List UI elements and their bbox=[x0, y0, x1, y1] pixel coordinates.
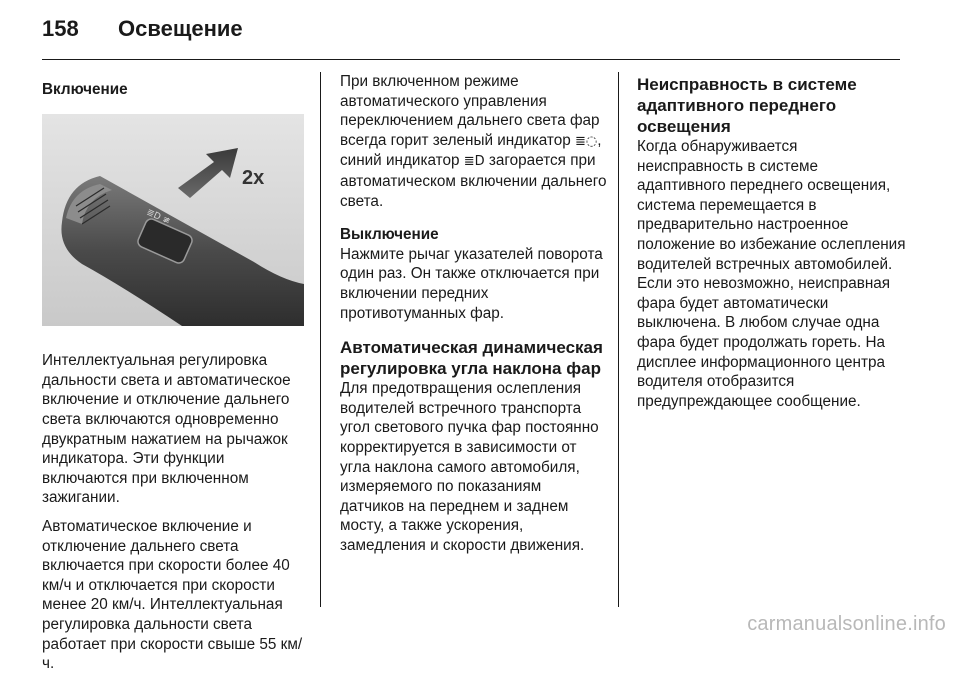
column-1 bbox=[42, 72, 308, 683]
column-divider bbox=[320, 72, 321, 607]
column-2 bbox=[340, 72, 608, 564]
page-number: 158 bbox=[42, 16, 79, 41]
text-run: , синий индикатор bbox=[340, 131, 602, 170]
paragraph bbox=[340, 72, 608, 211]
paragraph: Для предотвращения ослепления водителей встречного транспорта угол светового пучка фар постоянно корректируется в зависимости от угла наклона самого автомобиля, измеряемого по показаниям датчиков на переднем и заднем мосту, а также ускорения, замедления и скорости движения. bbox=[340, 380, 599, 554]
high-beam-auto-icon: ≣◌ bbox=[575, 133, 598, 149]
page-header bbox=[42, 16, 243, 50]
paragraph: Когда обнаруживается неисправность в системе адаптивного переднего освещения, система перемещается в предварительно настроенное положение во избежание ослепления водителей встречных автомобилей. Если это невозможно, неисправная фара будет автоматически выключена. В любом случае одна фара будет продолжать гореть. На дисплее информационного центра водителя отобразится предупреждающее сообщение. bbox=[637, 138, 906, 410]
section-heading-switching-on: Включение bbox=[42, 81, 128, 98]
column-3 bbox=[637, 72, 907, 420]
paragraph: Интеллектуальная регулировка дальности света и автоматическое включение и отключение дальнего света включаются одновременно двукратным нажатием на рычажок индикатора. Эти функции включаются при включенном зажигании. bbox=[42, 352, 291, 507]
press-count-label: 2x bbox=[242, 166, 265, 189]
section-heading-dynamic-levelling: Автоматическая динамическая регулировка угла наклона фар bbox=[340, 338, 603, 379]
indicator-lever-illustration bbox=[42, 114, 304, 326]
paragraph: Автоматическое включение и отключение дальнего света включается при скорости более 40 км/ч и отключается при скорости менее 20 км/ч. Интеллектуальная регулировка дальности света работает при скорости свыше 55 км/ч. bbox=[42, 517, 303, 673]
section-heading-afl-fault: Неисправность в системе адаптивного переднего освещения bbox=[637, 75, 857, 136]
chapter-title: Освещение bbox=[118, 16, 243, 41]
header-divider bbox=[42, 59, 900, 60]
svg-text:≣D ≢: ≣D ≢ bbox=[144, 207, 172, 227]
text-run: При включенном режиме автоматического управления переключением дальнего света фар всегда горит зеленый индикатор bbox=[340, 73, 600, 149]
paragraph: Нажмите рычаг указателей поворота один раз. Он также отключается при включении передних противотуманных фар. bbox=[340, 245, 603, 322]
text-run: загорается при автоматическом включении дальнего света. bbox=[340, 152, 607, 210]
section-heading-switching-off: Выключение bbox=[340, 226, 439, 244]
high-beam-icon: ≣D bbox=[463, 154, 485, 170]
watermark: carmanualsonline.info bbox=[747, 613, 946, 635]
column-divider bbox=[618, 72, 619, 607]
